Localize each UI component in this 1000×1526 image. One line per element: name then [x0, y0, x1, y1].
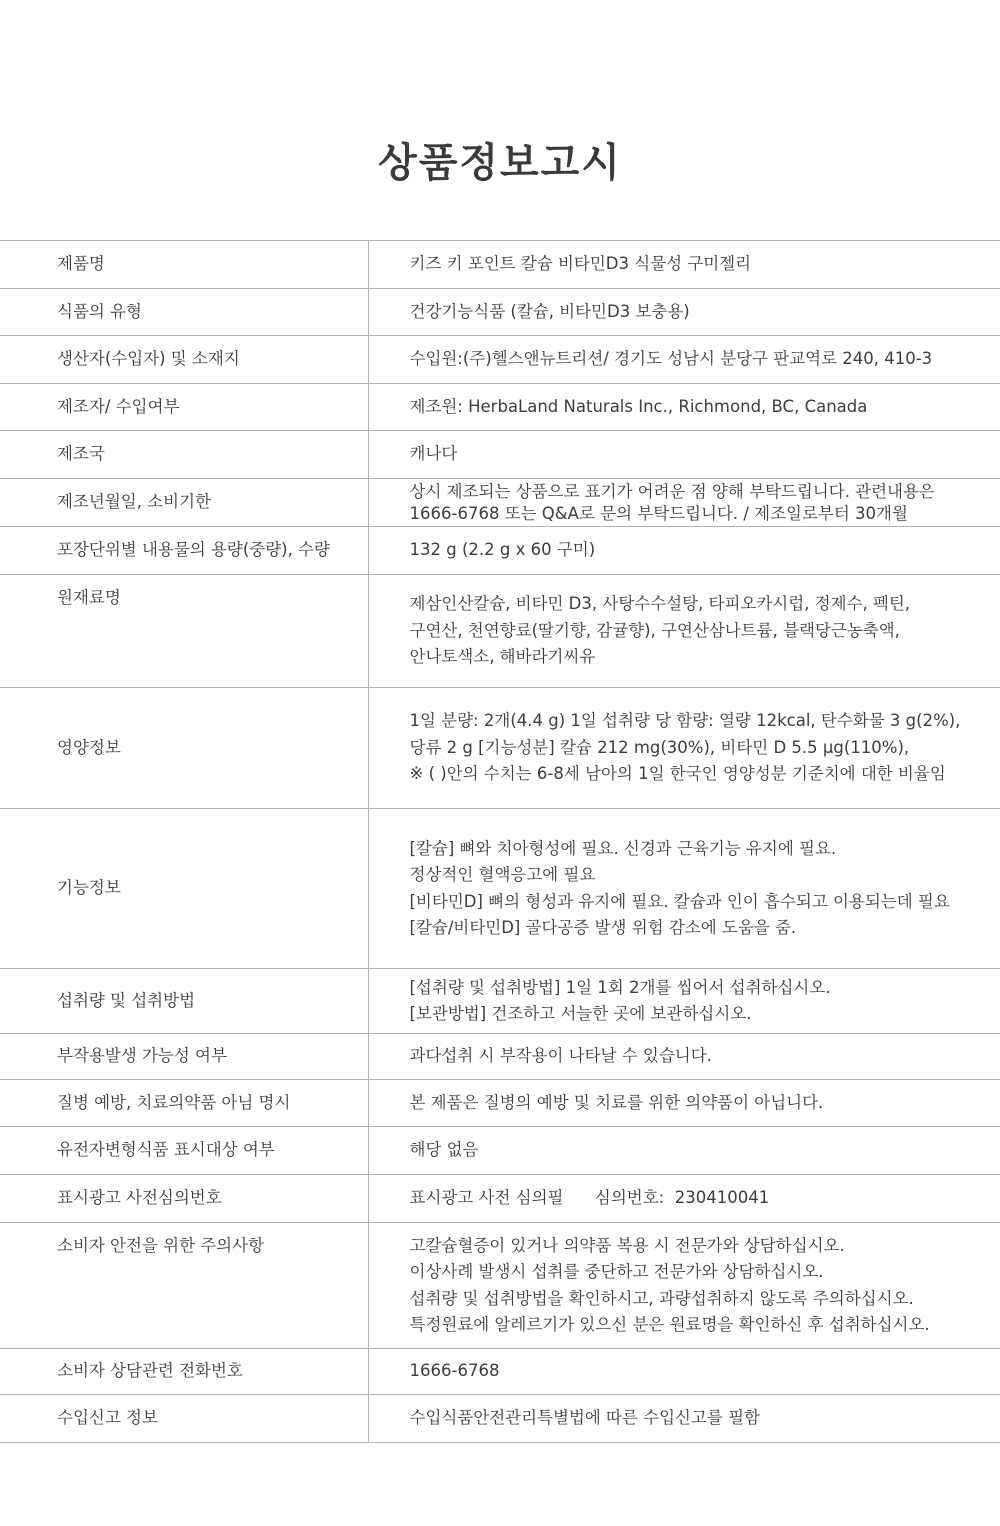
page-title: 상품정보고시 [378, 140, 622, 186]
value-line: 132 g (2.2 g x 60 구미) [409, 540, 596, 560]
table-row [0, 336, 1000, 384]
value-line: 수입식품안전관리특별법에 따른 수입신고를 필함 [409, 1408, 760, 1428]
row-label: 질병 예방, 치료의약품 아님 명시 [0, 1080, 368, 1127]
row-label: 표시광고 사전심의번호 [0, 1175, 368, 1223]
value-line: 제조원: HerbaLand Naturals Inc., Richmond, BC, Canada [409, 396, 868, 416]
value-line: 수입원:(주)헬스앤뉴트리션/ 경기도 성남시 분당구 판교역로 240, 410-3 [409, 349, 933, 369]
value-line: ※ ( )안의 수치는 6-8세 남아의 1일 한국인 영양성분 기준치에 대한 비율임 [409, 764, 946, 784]
table-row [0, 431, 1000, 479]
value-line: [섭취량 및 섭취방법] 1일 1회 2개를 씹어서 섭취하십시오. [409, 977, 831, 997]
value-line: 이상사례 발생시 섭취를 중단하고 전문가와 상담하십시오. [409, 1262, 824, 1281]
value-line: 섭취량 및 섭취방법을 확인하시고, 과량섭취하지 않도록 주의하십시오. [409, 1288, 914, 1308]
row-value [368, 969, 1000, 1034]
row-label: 유전자변형식품 표시대상 여부 [0, 1127, 368, 1175]
row-label: 생산자(수입자) 및 소재지 [0, 336, 368, 384]
value-line: 캐나다 [409, 444, 458, 464]
row-label: 부작용발생 가능성 여부 [0, 1034, 368, 1080]
row-label: 제품명 [0, 241, 368, 289]
row-value [368, 431, 1000, 479]
row-value [368, 1223, 1000, 1349]
row-label: 제조자/ 수입여부 [0, 384, 368, 431]
row-value [368, 809, 1000, 969]
row-value [368, 527, 1000, 575]
row-value [368, 575, 1000, 688]
row-value [368, 479, 1000, 527]
table-row [0, 969, 1000, 1034]
row-value [368, 1175, 1000, 1223]
table-row [0, 241, 1000, 289]
value-line: [보관방법] 건조하고 서늘한 곳에 보관하십시오. [409, 1004, 752, 1023]
value-line: 정상적인 혈액응고에 필요 [409, 865, 596, 884]
value-line: [비타민D] 뼈의 형성과 유지에 필요. 칼슘과 인이 흡수되고 이용되는데 필요 [409, 891, 950, 911]
row-label: 수입신고 정보 [0, 1395, 368, 1443]
table-row [0, 688, 1000, 809]
table-row [0, 1127, 1000, 1175]
row-label: 소비자 안전을 위한 주의사항 [0, 1223, 368, 1349]
value-line: 표시광고 사전 심의필 심의번호: 230410041 [409, 1188, 770, 1208]
row-value [368, 289, 1000, 336]
row-value [368, 241, 1000, 289]
row-label: 제조년월일, 소비기한 [0, 479, 368, 527]
row-label: 소비자 상담관련 전화번호 [0, 1349, 368, 1395]
row-label: 포장단위별 내용물의 용량(중량), 수량 [0, 527, 368, 575]
table-row [0, 1223, 1000, 1349]
row-value [368, 688, 1000, 809]
value-line: 1일 분량: 2개(4.4 g) 1일 섭취량 당 함량: 열량 12kcal, 탄수화물 3 g(2%), [409, 711, 961, 731]
row-label: 기능정보 [0, 809, 368, 969]
table-row [0, 1034, 1000, 1080]
value-line: 본 제품은 질병의 예방 및 치료를 위한 의약품이 아닙니다. [409, 1092, 824, 1112]
value-line: 고칼슘혈증이 있거나 의약품 복용 시 전문가와 상담하십시오. [409, 1235, 845, 1255]
value-line: [칼슘] 뼈와 치아형성에 필요. 신경과 근육기능 유지에 필요. [409, 838, 837, 858]
table-row [0, 479, 1000, 527]
row-label: 섭취량 및 섭취방법 [0, 969, 368, 1034]
value-line: 1666-6768 [409, 1361, 500, 1381]
value-line: 구연산, 천연향료(딸기향, 감귤향), 구연산삼나트륨, 블랙당근농축액, [409, 620, 900, 640]
value-line: 당류 2 g [기능성분] 칼슘 212 mg(30%), 비타민 D 5.5 μg(110%), [409, 737, 910, 757]
row-value [368, 336, 1000, 384]
value-line: 키즈 키 포인트 칼슘 비타민D3 식물성 구미젤리 [409, 254, 752, 274]
table-row [0, 1349, 1000, 1395]
table-row [0, 1175, 1000, 1223]
table-row [0, 384, 1000, 431]
value-line: [칼슘/비타민D] 골다공증 발생 위험 감소에 도움을 줌. [409, 918, 797, 937]
value-line: 상시 제조되는 상품으로 표기가 어려운 점 양해 부탁드립니다. 관련내용은 [409, 481, 935, 501]
value-line: 건강기능식품 (칼슘, 비타민D3 보충용) [409, 301, 690, 321]
row-value [368, 384, 1000, 431]
table-row [0, 575, 1000, 688]
row-value [368, 1349, 1000, 1395]
value-line: 제삼인산칼슘, 비타민 D3, 사탕수수설탕, 타피오카시럽, 정제수, 펙틴, [409, 594, 911, 614]
value-line: 해당 없음 [409, 1140, 479, 1160]
value-line: 특정원료에 알레르기가 있으신 분은 원료명을 확인하신 후 섭취하십시오. [409, 1315, 930, 1334]
value-line: 과다섭취 시 부작용이 나타날 수 있습니다. [409, 1046, 712, 1066]
row-value [368, 1395, 1000, 1443]
row-value [368, 1080, 1000, 1127]
row-value [368, 1034, 1000, 1080]
row-label: 식품의 유형 [0, 289, 368, 336]
table-row [0, 1080, 1000, 1127]
table-row [0, 809, 1000, 969]
row-label: 영양정보 [0, 688, 368, 809]
value-line: 안나토색소, 해바라기씨유 [409, 647, 596, 667]
table-row [0, 1395, 1000, 1443]
table-row [0, 289, 1000, 336]
row-value [368, 1127, 1000, 1175]
product-info-table [0, 240, 1000, 1443]
table-row [0, 527, 1000, 575]
row-label: 제조국 [0, 431, 368, 479]
row-label: 원재료명 [0, 575, 368, 688]
value-line: 1666-6768 또는 Q&A로 문의 부탁드립니다. / 제조일로부터 30개월 [409, 503, 908, 523]
